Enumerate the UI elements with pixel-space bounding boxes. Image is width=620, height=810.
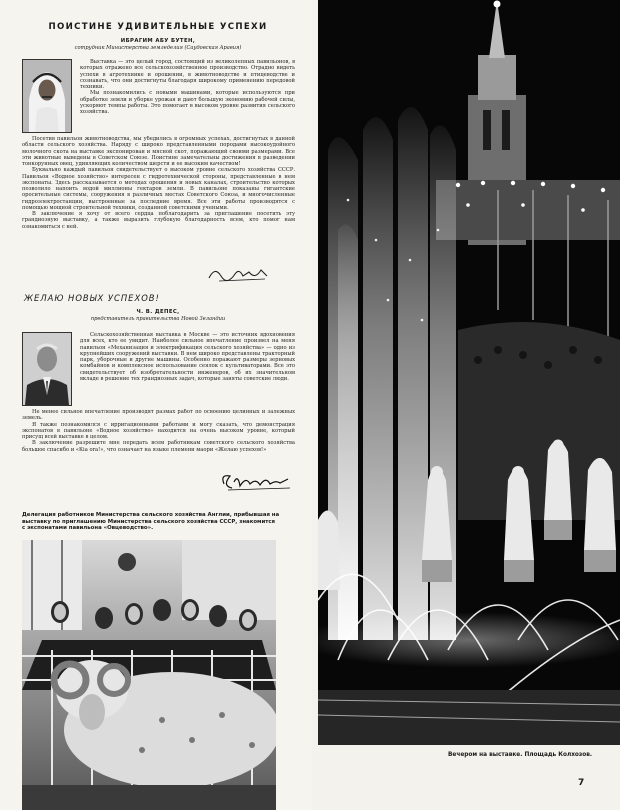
paragraph: Посетив павильон животноводства, мы убедились в огромных успехах, достигнутых в данной области сельского хозяйства. Наряду с широко представленными породами высокоудойного молочного скота на выставке экспонирован и мясной скот, поражающий своими размерами. Все эти животные выведены в Советском Союзе. Поистине замечательны достижения в разведении тонкорунных овец, удивляющих количеством шерсти и ее высоким качеством! [22,136,295,167]
paragraph: В заключение я хочу от всего сердца поблагодарить за приглашение посетить эту грандиозную выставку, а также выразить глубокую благодарность всем, кто помог нам ознакомиться с ней. [22,211,295,230]
night-fountain-illustration [318,0,620,745]
paragraph: Выставка — это целый город, состоящий из великолепных павильонов, в которых отражено все сельскохозяйственное производство. Отрадно видеть успехи в агротехнике и орошении, в животноводстве и птицеводстве и сознавать, что они достигнуты благодаря широкому применению передовой техники. [80,59,295,90]
photo-caption: Вечером на выставке. Площадь Колхозов. [448,752,593,758]
section-title: ПОИСТИНЕ УДИВИТЕЛЬНЫЕ УСПЕХИ [48,22,268,32]
article-text [80,332,295,408]
page-number: 7 [578,778,585,788]
night-exhibition-photo [318,0,620,745]
author-role: сотрудник Министерства земледелия (Саудовская Аравия) [74,45,242,51]
author-role: представитель правительства Новой Зеландии [90,316,226,322]
section-title: ЖЕЛАЮ НОВЫХ УСПЕХОВ! [24,293,160,303]
article-text [22,136,295,272]
photo-caption: Делегация работников Министерства сельского хозяйства Англии, прибывшая на выставку по приглашению Министерства сельского хозяйства СССР, знакомится с экспонатами павильона «Овцеводство». [22,512,280,532]
author-portrait-photo [22,59,72,133]
sheep-photo-illustration [22,540,276,810]
delegation-sheep-photo [22,540,276,810]
author-portrait-photo [22,332,72,406]
author-name: Ч. В. ДЕПЕС, [136,309,180,315]
paragraph: Я также познакомился с ирригационными работами и могу сказать, что демонстрация экспонатов в павильоне «Водное хозяйство» находится на очень высоком уровне, который присущ всей выставке в целом. [22,421,295,440]
portrait-illustration [23,333,71,405]
paragraph: Мы познакомились с новыми машинами, которые используются при обработке земли и уборке урожая и дают большую экономию рабочей силы, ускоряют темпы работы. Это помогает в высоком уровне развития сельского хозяйства. [80,90,295,115]
article-text [80,59,295,134]
author-signature-2 [218,470,294,494]
author-signature-1 [205,262,275,284]
paragraph: В заключение разрешите мне передать всем работникам советского сельского хозяйства большое спасибо и «Кia ora!», что означает на языке племени маори «Желаю успехов!» [22,440,295,453]
author-name: ИБРАГИМ АБУ БУТЕН, [120,38,196,44]
portrait-illustration [23,60,71,132]
paragraph: Не менее сильное впечатление производят размах работ по освоению целинных и залежных земель. [22,409,295,422]
paragraph: Буквально каждый павильон свидетельствует о высоком уровне сельского хозяйства СССР. Павильон «Водное хозяйство» интересен с гидротехнической стороны, представленные в нем экспонаты. Здесь рассказывается о методах орошения и новых каналах, строительство которых позволило напоить водой миллионы гектаров земли. В павильоне показаны гигантские оросительные системы, сооружения в различных местах Советского Союза, и многочисленные гидроэлектростанции, выстроенные за последние время. Все эти работы производятся с помощью мощной строительной техники, созданной советскими учеными. [22,167,295,211]
paragraph: Сельскохозяйственная выставка в Москве — это источник вдохновения для всех, кто ее увидит. Наиболее сильное впечатление произвел на меня павильон «Механизация и электрификация сельского хозяйства» — одно из крупнейших сооружений выставки. В нем широко представлены тракторный парк, уборочные и другие машины. Особенно поражают размеры зерновых комбайнов и комплексное использование сеялок с культиваторами. Все это свидетельствует об изобретательности инженеров, об их значительном вкладе в решение тех грандиозных задач, которые заняты советские люди. [80,332,295,382]
